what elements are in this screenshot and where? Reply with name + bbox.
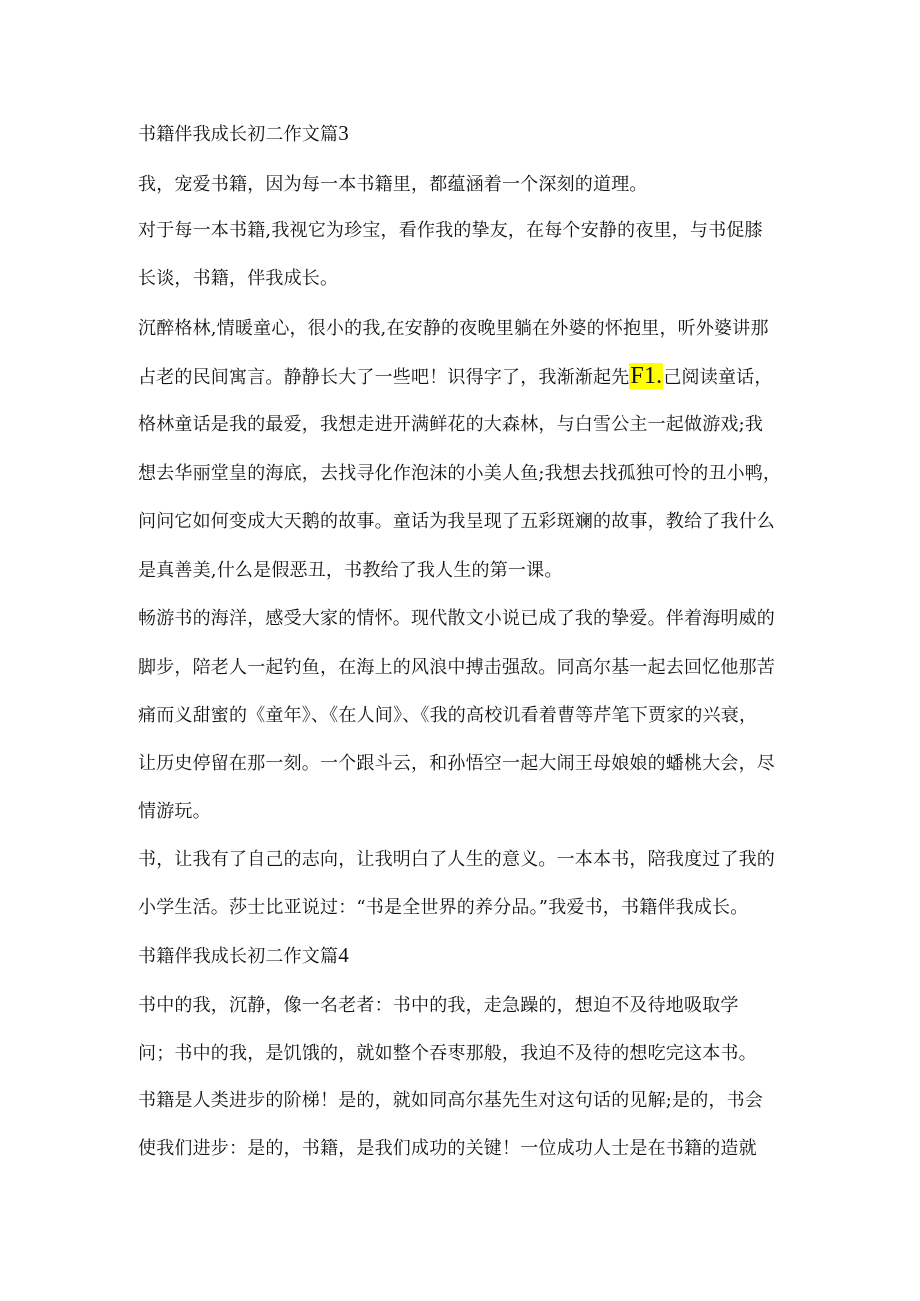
section-heading-4-text: 书籍伴我成长初二作文篇 (138, 946, 339, 967)
paragraph-line: 小学生活。莎士比亚说过：“书是全世界的养分品。”我爱书，书籍伴我成长。 (138, 897, 749, 918)
paragraph-line: 痛而义甜蜜的《童年》、《在人间》、《我的高校讥看着曹等芹笔下贾家的兴衰， (138, 705, 758, 726)
paragraph-line-highlighted (138, 365, 773, 389)
paragraph-line: 问问它如何变成大天鹅的故事。童话为我呈现了五彩斑斓的故事，教给了我什么 (138, 511, 775, 532)
paragraph-line: 书中的我，沉静，像一名老者：书中的我，走急躁的，想迫不及待地吸取学 (138, 995, 739, 1016)
highlight-mark: F1. (630, 363, 663, 389)
paragraph-line: 使我们进步：是的，书籍，是我们成功的关键！一位成功人士是在书籍的造就 (138, 1138, 757, 1159)
paragraph-line: 畅游书的海洋，感受大家的情怀。现代散文小说已成了我的挚爱。伴着海明威的 (138, 608, 775, 629)
section-heading-4-number: 4 (338, 943, 349, 967)
section-heading-3-text: 书籍伴我成长初二作文篇 (138, 124, 339, 145)
paragraph-line: 脚步，陪老人一起钓鱼，在海上的风浪中搏击强敌。同高尔基一起去回忆他那苦 (138, 657, 775, 678)
paragraph-line: 格林童话是我的最爱，我想走进开满鲜花的大森林，与白雪公主一起做游戏;我 (138, 414, 764, 435)
paragraph-line: 对于每一本书籍,我视它为珍宝，看作我的挚友，在每个安静的夜里，与书促膝 (138, 220, 763, 241)
section-heading-3-number: 3 (338, 121, 349, 145)
paragraph-line: 情游玩。 (138, 801, 211, 822)
paragraph-line: 书，让我有了自己的志向，让我明白了人生的意义。一本本书，陪我度过了我的 (138, 849, 775, 870)
paragraph-line: 问；书中的我，是饥饿的，就如整个吞枣那般，我迫不及待的想吃完这本书。 (138, 1043, 757, 1064)
paragraph-line: 沉醉格林,情暖童心，很小的我,在安静的夜晚里躺在外婆的怀抱里，听外婆讲那 (138, 318, 769, 339)
highlight-line-after: 己阅读童话， (663, 367, 773, 388)
paragraph-line: 让历史停留在那一刻。一个跟斗云，和孙悟空一起大闹王母娘娘的蟠桃大会，尽 (138, 753, 775, 774)
paragraph-line: 书籍是人类进步的阶梯！是的，就如同高尔基先生对这句话的见解;是的，书会 (138, 1090, 764, 1111)
paragraph-line: 长谈，书籍，伴我成长。 (138, 268, 339, 289)
paragraph-line: 我，宠爱书籍，因为每一本书籍里，都蕴涵着一个深刻的道理。 (138, 174, 648, 195)
section-heading-3 (138, 122, 349, 146)
highlight-line-before: 占老的民间寓言。静静长大了一些吧！识得字了，我渐渐起先 (138, 367, 630, 388)
paragraph-line: 是真善美,什么是假恶丑，书教给了我人生的第一课。 (138, 560, 563, 581)
paragraph-line: 想去华丽堂皇的海底，去找寻化作泡沫的小美人鱼;我想去找孤独可怜的丑小鸭， (138, 463, 782, 484)
section-heading-4 (138, 944, 349, 968)
